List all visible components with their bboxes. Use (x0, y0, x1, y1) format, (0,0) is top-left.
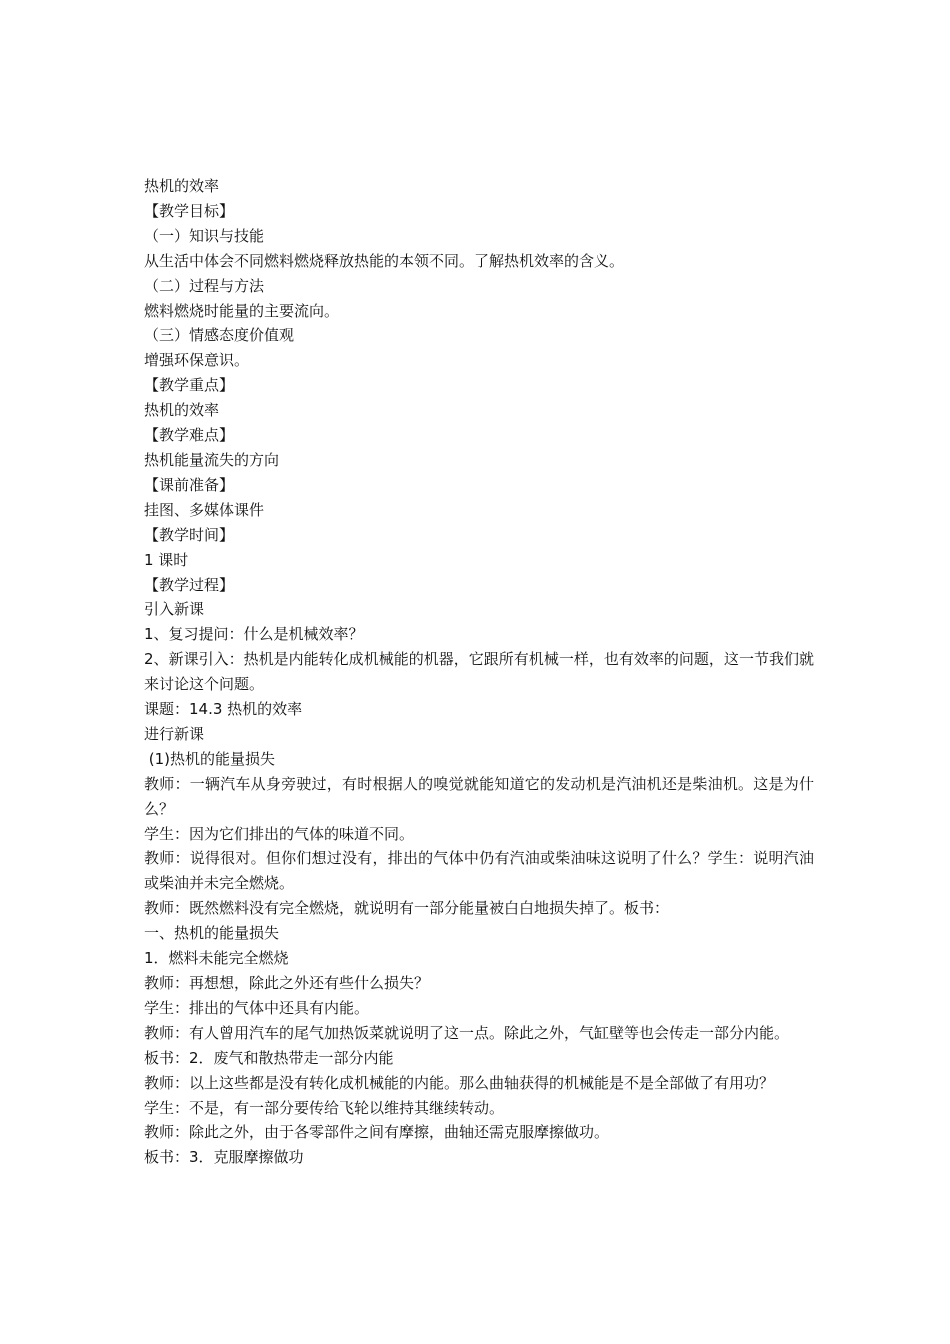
heading-teaching-process: 【教学过程】 (144, 575, 235, 594)
paragraph: 热机的效率 (144, 401, 220, 420)
heading-teaching-goals: 【教学目标】 (144, 201, 235, 220)
paragraph: 引入新课 (144, 600, 205, 619)
paragraph: 热机能量流失的方向 (144, 450, 280, 469)
paragraph: 板书：2．废气和散热带走一部分内能 (144, 1048, 394, 1067)
paragraph: 教师：说得很对。但你们想过没有，排出的气体中仍有汽油或柴油味这说明了什么？学生：说明汽油或柴油并未完全燃烧。 (144, 849, 814, 893)
paragraph: 2、新课引入：热机是内能转化成机械能的机器，它跟所有机械一样，也有效率的问题，这一节我们就来讨论这个问题。 (144, 650, 814, 694)
paragraph: 学生：因为它们排出的气体的味道不同。 (144, 824, 415, 843)
paragraph: 从生活中体会不同燃料燃烧释放热能的本领不同。了解热机效率的含义。 (144, 251, 625, 270)
subheading-process-method: （二）过程与方法 (144, 276, 265, 295)
paragraph: 增强环保意识。 (144, 351, 250, 370)
document-title: 热机的效率 (144, 177, 220, 195)
paragraph: 燃料燃烧时能量的主要流向。 (144, 301, 340, 320)
paragraph: 学生：排出的气体中还具有内能。 (144, 998, 370, 1017)
paragraph: 1、复习提问：什么是机械效率？ (144, 625, 364, 644)
document-body (144, 174, 814, 1170)
paragraph: 教师：既然燃料没有完全燃烧，就说明有一部分能量被白白地损失掉了。板书： (144, 899, 670, 918)
subheading-attitude-values: （三）情感态度价值观 (144, 326, 295, 345)
paragraph: 教师：有人曾用汽车的尾气加热饭菜就说明了这一点。除此之外，气缸壁等也会传走一部分内能。 (144, 1023, 790, 1042)
paragraph: 进行新课 (144, 724, 205, 743)
paragraph: 课题：14.3 热机的效率 (144, 700, 303, 719)
paragraph: (1)热机的能量损失 (144, 749, 276, 768)
heading-teaching-time: 【教学时间】 (144, 525, 235, 544)
paragraph: 1．燃料未能完全燃烧 (144, 949, 289, 968)
subheading-knowledge-skills: （一）知识与技能 (144, 226, 265, 245)
paragraph: 板书：3．克服摩擦做功 (144, 1148, 304, 1167)
paragraph: 教师：除此之外，由于各零部件之间有摩擦，曲轴还需克服摩擦做功。 (144, 1123, 610, 1142)
heading-preparation: 【课前准备】 (144, 475, 235, 494)
paragraph: 挂图、多媒体课件 (144, 500, 265, 519)
paragraph: 教师：再想想，除此之外还有些什么损失？ (144, 974, 430, 992)
heading-key-points: 【教学重点】 (144, 376, 235, 395)
paragraph: 教师：一辆汽车从身旁驶过，有时根据人的嗅觉就能知道它的发动机是汽油机还是柴油机。这是为什么？ (144, 774, 814, 818)
paragraph: 学生：不是，有一部分要传给飞轮以维持其继续转动。 (144, 1098, 505, 1117)
heading-difficulties: 【教学难点】 (144, 426, 235, 445)
paragraph: 1 课时 (144, 550, 189, 569)
paragraph: 教师：以上这些都是没有转化成机械能的内能。那么曲轴获得的机械能是不是全部做了有用功？ (144, 1073, 775, 1092)
paragraph: 一、热机的能量损失 (144, 924, 280, 943)
